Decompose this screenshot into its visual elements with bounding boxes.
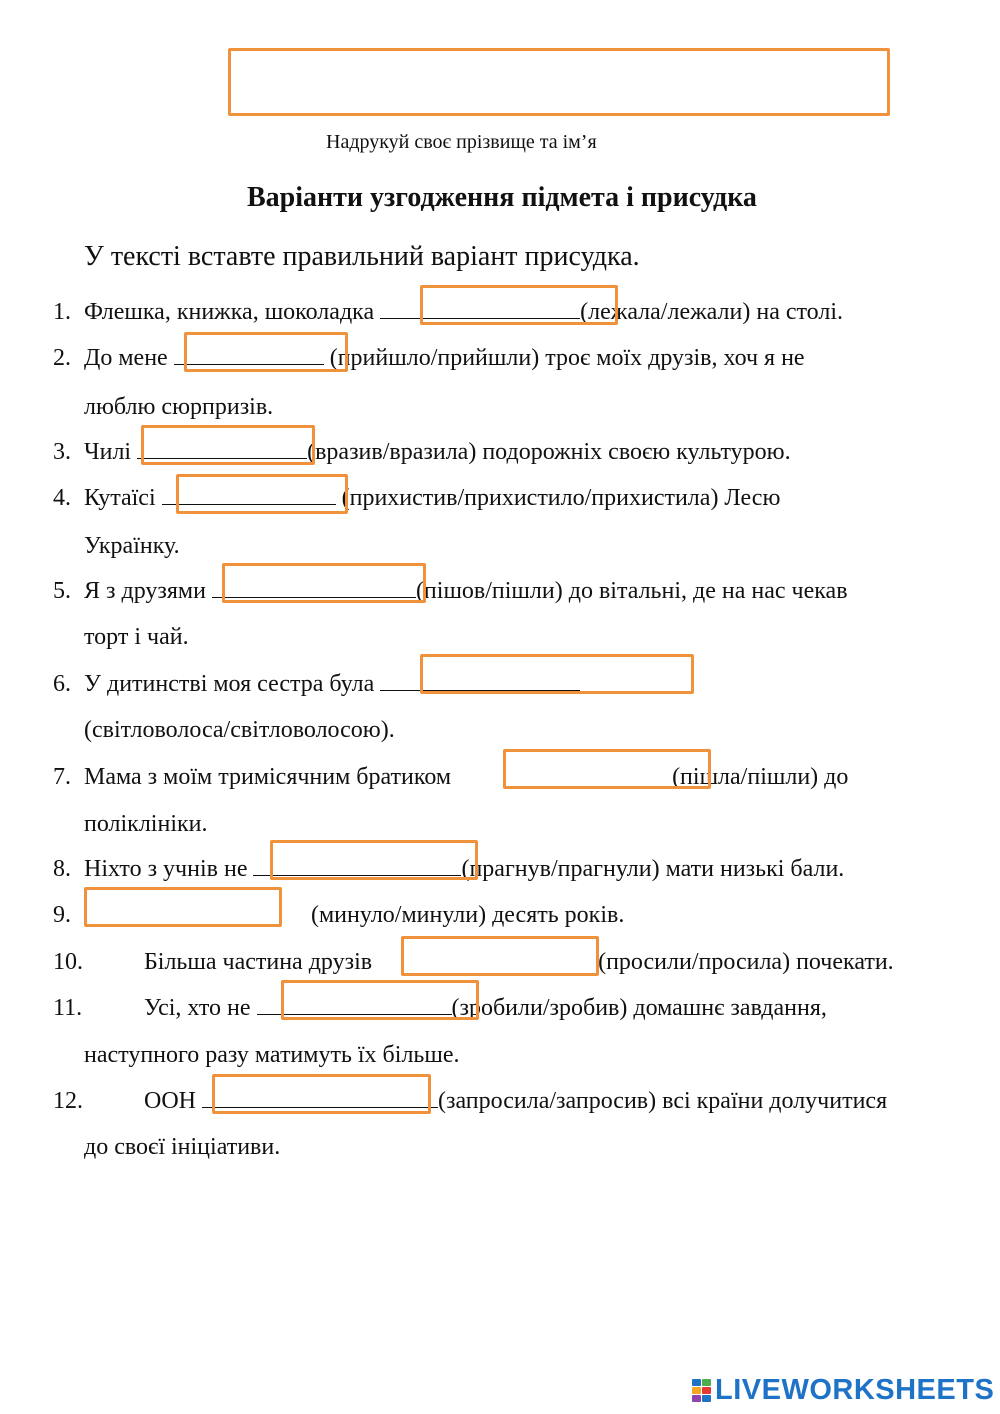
answer-field-1[interactable] bbox=[420, 285, 618, 325]
item-number: 5. bbox=[53, 578, 71, 604]
page-title: Варіанти узгодження підмета і присудка bbox=[247, 182, 757, 213]
item-number: 10. bbox=[53, 949, 83, 975]
item-text-line2: Українку. bbox=[84, 533, 180, 559]
answer-field-5[interactable] bbox=[222, 563, 426, 603]
name-input[interactable] bbox=[228, 48, 890, 116]
item-text: Флешка, книжка, шоколадка (лежала/лежали) на столі. bbox=[84, 299, 844, 325]
item-text: Ніхто з учнів не (прагнув/прагнули) мати низькі бали. bbox=[84, 856, 845, 882]
answer-field-2[interactable] bbox=[184, 332, 348, 372]
item-text-line2: (світловолоса/світловолосою). bbox=[84, 717, 395, 743]
item-text: Мама з моїм тримісячним братиком (пішла/пішли) до bbox=[84, 764, 849, 790]
item-text: Кутаїсі (прихистив/прихистило/прихистила) Лесю bbox=[84, 485, 781, 511]
item-number: 3. bbox=[53, 439, 71, 465]
item-number: 9. bbox=[53, 902, 71, 928]
item-text: До мене (прийшло/прийшли) троє моїх друзів, хоч я не bbox=[84, 345, 805, 371]
answer-field-12[interactable] bbox=[212, 1074, 431, 1114]
item-text: ООН (запросила/запросив) всі країни долучитися bbox=[144, 1088, 888, 1114]
item-number: 4. bbox=[53, 485, 71, 511]
item-text-line2: поліклініки. bbox=[84, 811, 208, 837]
item-number: 2. bbox=[53, 345, 71, 371]
item-number: 8. bbox=[53, 856, 71, 882]
answer-field-6[interactable] bbox=[420, 654, 694, 694]
item-number: 7. bbox=[53, 764, 71, 790]
item-text-line2: люблю сюрпризів. bbox=[84, 394, 274, 420]
item-number: 1. bbox=[53, 299, 71, 325]
answer-field-10[interactable] bbox=[401, 936, 599, 976]
answer-field-7[interactable] bbox=[503, 749, 711, 789]
name-caption: Надрукуй своє прізвище та ім’я bbox=[326, 131, 597, 153]
item-text-line2: торт і чай. bbox=[84, 624, 189, 650]
item-number: 6. bbox=[53, 671, 71, 697]
item-text: Усі, хто не (зробили/зробив) домашнє завдання, bbox=[144, 995, 827, 1021]
item-number: 11. bbox=[53, 995, 83, 1021]
logo-badge-icon bbox=[692, 1379, 711, 1402]
item-text-line2: наступного разу матимуть їх більше. bbox=[84, 1042, 460, 1068]
item-text: (минуло/минули) десять років. bbox=[311, 902, 625, 928]
item-text: Я з друзями (пішов/пішли) до вітальні, де на нас чекав bbox=[84, 578, 848, 604]
answer-field-4[interactable] bbox=[176, 474, 348, 514]
answer-field-3[interactable] bbox=[141, 425, 315, 465]
answer-field-11[interactable] bbox=[281, 980, 479, 1020]
item-number: 12. bbox=[53, 1088, 83, 1114]
liveworksheets-logo bbox=[692, 1374, 994, 1406]
instruction: У тексті вставте правильний варіант присудка. bbox=[84, 241, 640, 272]
item-text: У дитинстві моя сестра була bbox=[84, 670, 580, 698]
logo-text: LIVEWORKSHEETS bbox=[715, 1373, 995, 1406]
answer-field-8[interactable] bbox=[270, 840, 478, 880]
item-text-line2: до своєї ініціативи. bbox=[84, 1134, 281, 1160]
item-text: Чилі (вразив/вразила) подорожніх своєю культурою. bbox=[84, 439, 791, 465]
answer-field-9[interactable] bbox=[84, 887, 282, 927]
item-text: Більша частина друзів (просили/просила) почекати. bbox=[144, 949, 894, 975]
